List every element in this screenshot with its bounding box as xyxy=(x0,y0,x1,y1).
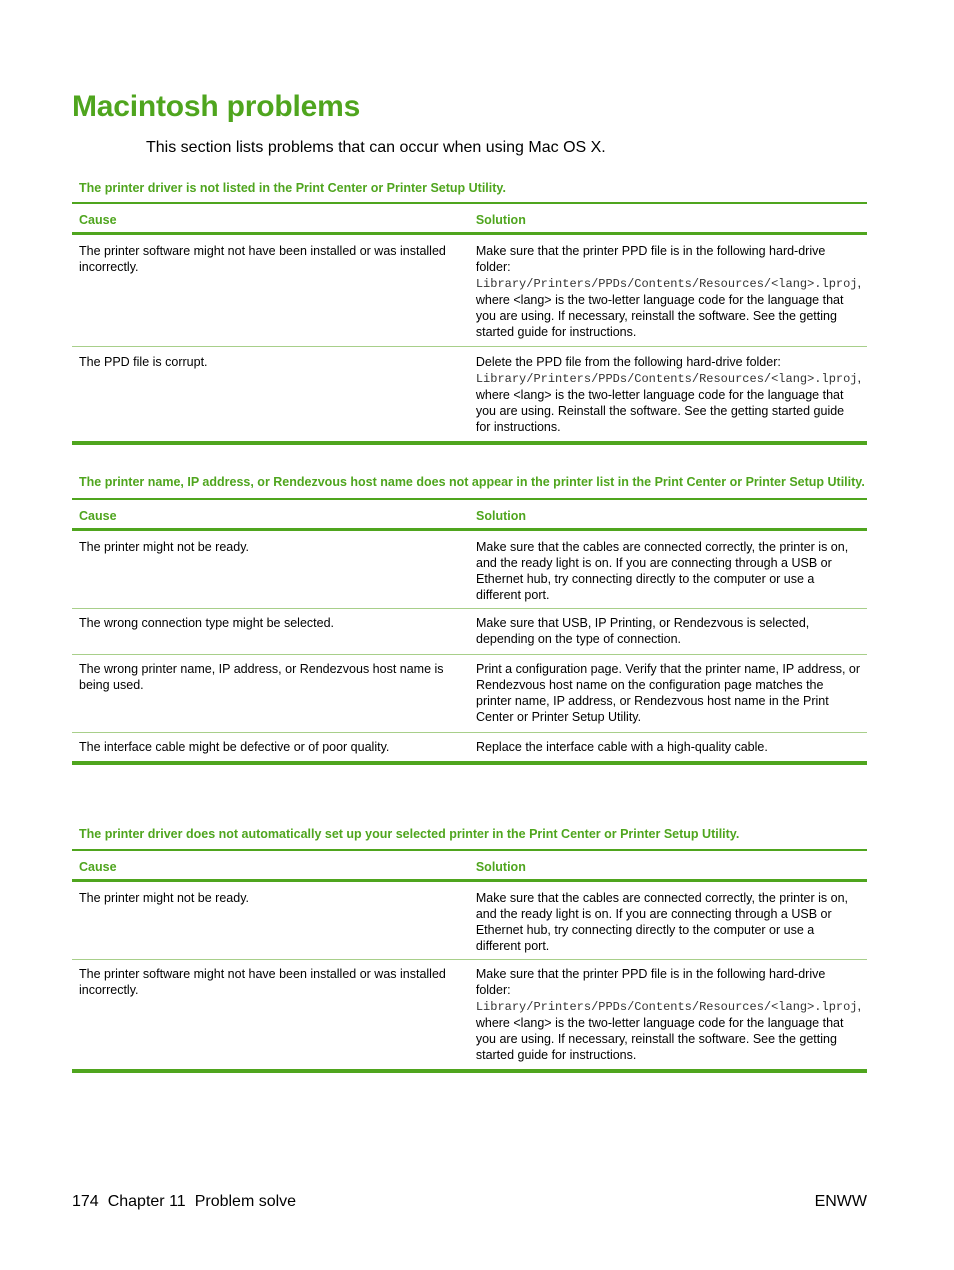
problem-table xyxy=(72,849,867,1069)
chapter-label: Chapter 11 xyxy=(107,1193,186,1210)
problem-table xyxy=(72,202,867,441)
solution-cell: Make sure that USB, IP Printing, or Rendezvous is selected, depending on the type of connection. xyxy=(469,609,867,655)
solution-text: , where <lang> is the two-letter language code for the language that you are using. If necessary, reinstall the software. See the getting started guide for instructions. xyxy=(475,276,861,339)
solution-text: Make sure that the printer PPD file is in the following hard-drive folder: xyxy=(475,244,826,274)
cause-cell: The wrong connection type might be selected. xyxy=(72,609,469,655)
solution-cell xyxy=(469,347,867,442)
solution-header: Solution xyxy=(469,499,867,530)
problem-table xyxy=(72,498,867,761)
section-printer-not-in-list xyxy=(72,474,867,765)
solution-text: , where <lang> is the two-letter language code for the language that you are using. Reinstall the software. See the getting started guide for instructions. xyxy=(475,371,861,434)
cause-cell: The wrong printer name, IP address, or Rendezvous host name is being used. xyxy=(72,655,469,733)
section-heading: The printer driver is not listed in the Print Center or Printer Setup Utility. xyxy=(79,181,506,195)
cause-cell: The printer might not be ready. xyxy=(72,881,469,960)
table-row xyxy=(72,960,867,1070)
solution-header: Solution xyxy=(469,203,867,234)
solution-cell xyxy=(469,234,867,347)
solution-cell: Replace the interface cable with a high-quality cable. xyxy=(476,740,768,754)
table-row xyxy=(72,881,867,960)
table-row xyxy=(72,234,867,347)
table-row xyxy=(72,347,867,442)
solution-text: , where <lang> is the two-letter language code for the language that you are using. If necessary, reinstall the software. See the getting started guide for instructions. xyxy=(475,999,861,1062)
chapter-title: Problem solve xyxy=(194,1193,297,1210)
solution-cell: Make sure that the cables are connected correctly, the printer is on, and the ready light is on. If you are connecting through a USB or Ethernet hub, try connecting directly to the computer or use a different port. xyxy=(469,881,867,960)
folder-path: Library/Printers/PPDs/Contents/Resources/<lang>.lproj xyxy=(475,1000,858,1014)
solution-text: Delete the PPD file from the following hard-drive folder: xyxy=(475,355,781,369)
cause-header: Cause xyxy=(72,499,469,530)
table-row xyxy=(72,655,867,733)
cause-header: Cause xyxy=(72,203,469,234)
section-heading: The printer driver does not automatically set up your selected printer in the Print Center or Printer Setup Utility. xyxy=(79,827,740,841)
solution-text: Make sure that the printer PPD file is in the following hard-drive folder: xyxy=(475,967,826,997)
section-heading: The printer name, IP address, or Rendezvous host name does not appear in the printer list in the Print Center or Printer Setup Utility. xyxy=(79,475,865,489)
page-title: Macintosh problems xyxy=(72,90,361,123)
page-footer-right: ENWW xyxy=(814,1193,867,1210)
solution-header: Solution xyxy=(469,850,867,881)
table-row xyxy=(72,733,867,762)
folder-path: Library/Printers/PPDs/Contents/Resources/<lang>.lproj xyxy=(475,277,858,291)
cause-cell: The PPD file is corrupt. xyxy=(79,355,208,369)
folder-path: Library/Printers/PPDs/Contents/Resources/<lang>.lproj xyxy=(475,372,858,386)
intro-text: This section lists problems that can occur when using Mac OS X. xyxy=(146,139,606,156)
solution-cell xyxy=(469,960,867,1070)
table-end-rule xyxy=(72,441,867,445)
cause-cell: The printer software might not have been installed or was installed incorrectly. xyxy=(79,967,446,997)
cause-cell: The printer software might not have been installed or was installed incorrectly. xyxy=(72,234,469,347)
table-end-rule xyxy=(72,761,867,765)
section-driver-no-auto-setup xyxy=(72,826,867,1073)
cause-cell: The interface cable might be defective or of poor quality. xyxy=(79,740,390,754)
page-footer-left xyxy=(72,1193,305,1211)
solution-cell: Print a configuration page. Verify that the printer name, IP address, or Rendezvous host name on the configuration page matches the printer name, IP address, or Rendezvous host name in the Print Center or Printer Setup Utility. xyxy=(469,655,867,733)
solution-cell: Make sure that the cables are connected correctly, the printer is on, and the ready light is on. If you are connecting through a USB or Ethernet hub, try connecting directly to the computer or use a different port. xyxy=(469,530,867,609)
cause-header: Cause xyxy=(72,850,469,881)
cause-cell: The printer might not be ready. xyxy=(72,530,469,609)
table-end-rule xyxy=(72,1069,867,1073)
table-row xyxy=(72,530,867,609)
table-row xyxy=(72,609,867,655)
page-number: 174 xyxy=(72,1193,99,1210)
section-driver-not-listed xyxy=(72,180,867,445)
